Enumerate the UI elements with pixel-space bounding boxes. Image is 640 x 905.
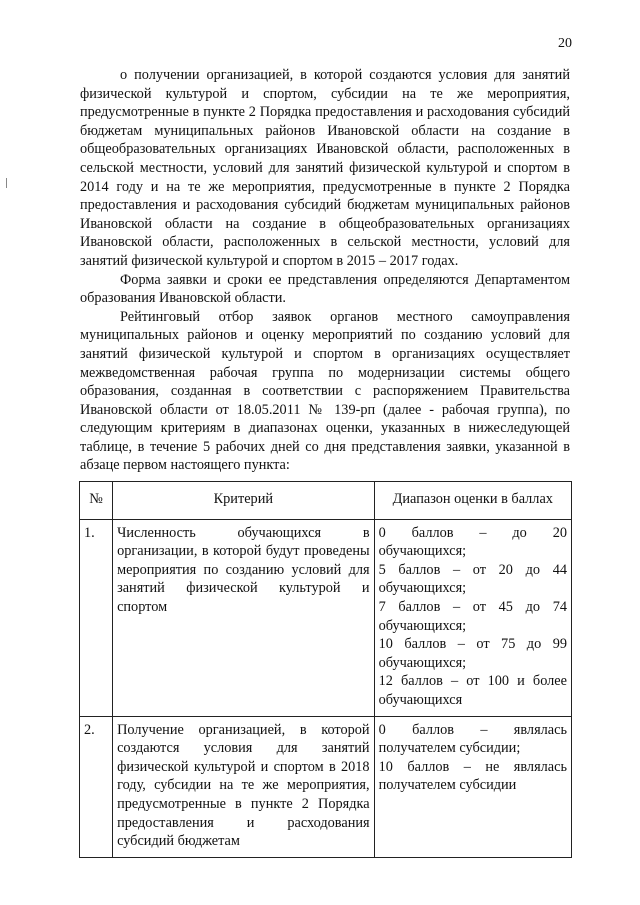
range-item: 0 баллов – являлась получателем субсидии; <box>378 721 567 757</box>
row-number: 1. <box>80 519 113 716</box>
paragraph-rating: Рейтинговый отбор заявок органов местного самоуправления муниципальных районов и оценку мероприятий по созданию условий для занятий физической культурой и спортом в организациях осуществляет межведомственная рабочая группа по модернизации системы общего образования, созданная в соответствии с распоряжением Правительства Ивановской области от 18.05.2011 № 139-рп (далее - рабочая группа), по следующим критериям в диапазонах оценки, указанных в нижеследующей таблице, в течение 5 рабочих дней со дня представления заявки, указанной в абзаце первом настоящего пункта: <box>80 308 570 474</box>
criteria-table <box>79 481 572 858</box>
header-number: № <box>80 482 113 520</box>
range-item: 5 баллов – от 20 до 44 обучающихся; <box>378 561 567 597</box>
table-row <box>80 519 572 716</box>
header-range: Диапазон оценки в баллах <box>374 482 571 520</box>
row-criterion: Численность обучающихся в организации, в которой будут проведены мероприятия по созданию условий для занятий физической культурой и спортом <box>113 519 375 716</box>
range-item: 12 баллов – от 100 и более обучающихся <box>378 673 567 708</box>
row-ranges <box>374 519 571 716</box>
body-text <box>80 66 570 475</box>
row-ranges <box>374 716 571 857</box>
paragraph-continuation: о получении организацией, в которой создаются условия для занятий физической культурой и спортом, субсидии на те же мероприятия, предусмотренные в пункте 2 Порядка предоставления и расходования субсидий бюджетам муниципальных районов Ивановской области на создание в общеобразовательных организациях Ивановской области, расположенных в сельской местности, условий для занятий физической культурой и спортом в 2014 году и на те же мероприятия, предусмотренные в пункте 2 Порядка предоставления и расходования субсидий бюджетам муниципальных районов Ивановской области на создание в общеобразовательных организациях Ивановской области, расположенных в сельской местности, условий для занятий физической культурой и спортом в 2015 – 2017 годах. <box>80 67 570 269</box>
range-item: 10 баллов – не являлась получателем субсидии <box>378 758 567 794</box>
range-item: 7 баллов – от 45 до 74 обучающихся; <box>378 598 567 634</box>
range-item: 10 баллов – от 75 до 99 обучающихся; <box>378 636 567 671</box>
table-row <box>80 716 572 857</box>
table-header-row <box>80 482 572 520</box>
paragraph-form: Форма заявки и сроки ее представления определяются Департаментом образования Ивановской области. <box>80 271 570 307</box>
row-criterion: Получение организацией, в которой создаются условия для занятий физической культурой и спортом в 2018 году, субсидии на те же мероприятия, предусмотренные в пункте 2 Порядка предоставления и расходования субсидий бюджетам <box>113 716 375 857</box>
row-number: 2. <box>80 716 113 857</box>
page-number: 20 <box>558 36 572 51</box>
range-item: 0 баллов – до 20 обучающихся; <box>378 524 567 560</box>
margin-mark <box>6 178 7 188</box>
header-criterion: Критерий <box>113 482 375 520</box>
